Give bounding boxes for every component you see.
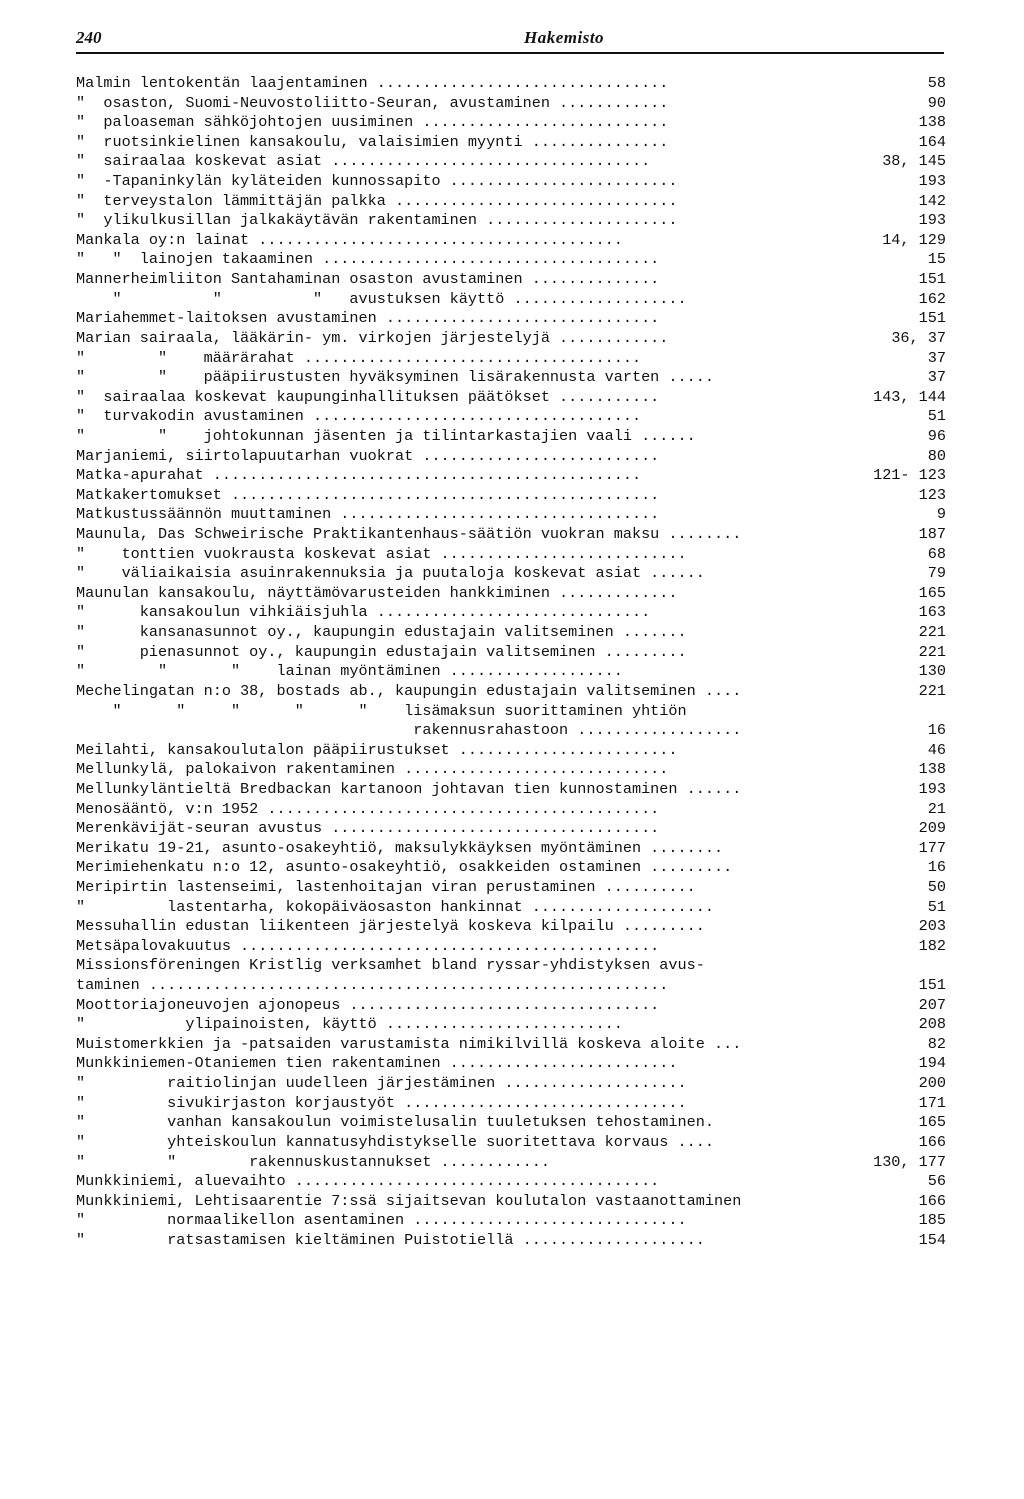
- entry-page-ref: 209: [918, 819, 946, 838]
- entry-text: " sairaalaa koskevat kaupunginhallituksen päätökset ...........: [76, 387, 660, 406]
- entry-page-ref: 96: [927, 426, 946, 445]
- index-entry: [76, 819, 952, 839]
- running-title: Hakemisto: [524, 28, 605, 47]
- entry-text: Mellunkyläntieltä Bredbackan kartanoon johtavan tien kunnostaminen ......: [76, 779, 742, 798]
- entry-page-ref: 123: [918, 485, 946, 504]
- index-entry: [76, 270, 952, 290]
- entry-text: " ratsastamisen kieltäminen Puistotiellä ....................: [76, 1230, 705, 1249]
- entry-text: Mellunkylä, palokaivon rakentaminen .............................: [76, 760, 669, 779]
- entry-text: Meilahti, kansakoulutalon pääpiirustukset ........................: [76, 740, 678, 759]
- entry-text: " kansakoulun vihkiäisjuhla ..............................: [76, 603, 651, 622]
- entry-text: Merenkävijät-seuran avustus ....................................: [76, 819, 660, 838]
- index-entry: [76, 1054, 952, 1074]
- index-entry: [76, 721, 952, 741]
- entry-page-ref: 193: [918, 779, 946, 798]
- index-entry: [76, 133, 952, 153]
- entry-text: Munkkiniemi, aluevaihto ........................................: [76, 1172, 660, 1191]
- entry-text: " " lainojen takaaminen .....................................: [76, 250, 660, 269]
- index-entry: [76, 486, 952, 506]
- entry-page-ref: 162: [918, 289, 946, 308]
- entry-page-ref: 166: [918, 1132, 946, 1151]
- entry-text: Muistomerkkien ja -patsaiden varustamista nimikilvillä koskeva aloite ...: [76, 1034, 742, 1053]
- entry-page-ref: 165: [918, 1113, 946, 1132]
- index-entry: [76, 1133, 952, 1153]
- entry-page-ref: 37: [927, 368, 946, 387]
- entry-text: Merikatu 19-21, asunto-osakeyhtiö, maksulykkäyksen myöntäminen ........: [76, 838, 724, 857]
- entry-page-ref: 151: [918, 309, 946, 328]
- entry-text: " -Tapaninkylän kyläteiden kunnossapito .........................: [76, 172, 678, 191]
- index-entry: [76, 956, 952, 976]
- entry-page-ref: 51: [927, 407, 946, 426]
- entry-page-ref: 90: [927, 93, 946, 112]
- index-entry: [76, 427, 952, 447]
- entry-page-ref: 151: [918, 976, 946, 995]
- entry-text: Meripirtin lastenseimi, lastenhoitajan viran perustaminen ..........: [76, 877, 696, 896]
- entry-page-ref: 21: [927, 799, 946, 818]
- entry-text: " osaston, Suomi-Neuvostoliitto-Seuran, avustaminen ............: [76, 93, 669, 112]
- entry-text: Munkkiniemen-Otaniemen tien rakentaminen .........................: [76, 1054, 678, 1073]
- entry-page-ref: 221: [918, 623, 946, 642]
- entry-page-ref: 36, 37: [891, 328, 946, 347]
- entry-text: " " rakennuskustannukset ............: [76, 1152, 550, 1171]
- index-entry: [76, 113, 952, 133]
- index-entry: [76, 760, 952, 780]
- page-number: 240: [76, 28, 102, 47]
- index-entry: [76, 1192, 952, 1212]
- entry-text: taminen .........................................................: [76, 976, 669, 995]
- index-entry: [76, 878, 952, 898]
- index-entry: [76, 682, 952, 702]
- entry-text: rakennusrahastoon ..................: [76, 721, 742, 740]
- entry-text: Merimiehenkatu n:o 12, asunto-osakeyhtiö, osakkeiden ostaminen .........: [76, 858, 733, 877]
- entry-text: Missionsföreningen Kristlig verksamhet bland ryssar-yhdistyksen avus-: [76, 956, 705, 975]
- index-entry: [76, 1015, 952, 1035]
- entry-page-ref: 207: [918, 995, 946, 1014]
- entry-text: " pienasunnot oy., kaupungin edustajain valitseminen .........: [76, 642, 687, 661]
- entry-page-ref: 142: [918, 191, 946, 210]
- index-entry: [76, 466, 952, 486]
- entry-page-ref: 138: [918, 113, 946, 132]
- index-entry: [76, 505, 952, 525]
- entry-page-ref: 38, 145: [882, 152, 946, 171]
- entry-page-ref: 130: [918, 662, 946, 681]
- entry-page-ref: 51: [927, 897, 946, 916]
- entry-page-ref: 68: [927, 544, 946, 563]
- entry-text: Matkakertomukset ...............................................: [76, 485, 660, 504]
- entry-page-ref: 121- 123: [873, 466, 946, 485]
- entry-text: " lastentarha, kokopäiväosaston hankinnat ....................: [76, 897, 714, 916]
- entry-text: " ylipainoisten, käyttö ..........................: [76, 1015, 623, 1034]
- page-header: [76, 26, 944, 54]
- index-entry: [76, 74, 952, 94]
- index-entry: [76, 898, 952, 918]
- entry-text: " sivukirjaston korjaustyöt ...............................: [76, 1093, 687, 1112]
- entry-page-ref: 193: [918, 211, 946, 230]
- index-entry: [76, 1035, 952, 1055]
- index-entry: [76, 407, 952, 427]
- index-entry: [76, 937, 952, 957]
- index-entry: [76, 447, 952, 467]
- entry-page-ref: 154: [918, 1230, 946, 1249]
- index-entry: [76, 564, 952, 584]
- entry-text: Metsäpalovakuutus ..............................................: [76, 936, 660, 955]
- index-entry: [76, 1074, 952, 1094]
- index-entry: [76, 1172, 952, 1192]
- entry-text: Mechelingatan n:o 38, bostads ab., kaupungin edustajain valitseminen ....: [76, 681, 742, 700]
- entry-page-ref: 82: [927, 1034, 946, 1053]
- entry-text: " " " lainan myöntäminen ...................: [76, 662, 623, 681]
- entry-page-ref: 221: [918, 642, 946, 661]
- entry-text: Mankala oy:n lainat ........................................: [76, 230, 623, 249]
- index-entry: [76, 211, 952, 231]
- index-entries: [76, 74, 952, 1251]
- entry-text: " paloaseman sähköjohtojen uusiminen ...........................: [76, 113, 669, 132]
- index-entry: [76, 388, 952, 408]
- index-entry: [76, 662, 952, 682]
- index-entry: [76, 643, 952, 663]
- entry-text: Mannerheimliiton Santahaminan osaston avustaminen ..............: [76, 270, 660, 289]
- entry-text: Matkustussäännön muuttaminen ...................................: [76, 505, 660, 524]
- entry-text: " terveystalon lämmittäjän palkka ...............................: [76, 191, 678, 210]
- index-entry: [76, 1094, 952, 1114]
- index-entry: [76, 996, 952, 1016]
- index-entry: [76, 839, 952, 859]
- entry-text: " vanhan kansakoulun voimistelusalin tuuletuksen tehostaminen.: [76, 1113, 714, 1132]
- index-entry: [76, 800, 952, 820]
- index-entry: [76, 231, 952, 251]
- entry-page-ref: 187: [918, 525, 946, 544]
- entry-page-ref: 37: [927, 348, 946, 367]
- entry-page-ref: 203: [918, 917, 946, 936]
- entry-text: Messuhallin edustan liikenteen järjestelyä koskeva kilpailu .........: [76, 917, 705, 936]
- index-entry: [76, 329, 952, 349]
- index-entry: [76, 192, 952, 212]
- entry-page-ref: 193: [918, 172, 946, 191]
- entry-text: " " pääpiirustusten hyväksyminen lisärakennusta varten .....: [76, 368, 714, 387]
- entry-page-ref: 15: [927, 250, 946, 269]
- index-entry: [76, 250, 952, 270]
- entry-text: " turvakodin avustaminen ....................................: [76, 407, 642, 426]
- entry-page-ref: 208: [918, 1015, 946, 1034]
- entry-page-ref: 16: [927, 721, 946, 740]
- entry-page-ref: 165: [918, 583, 946, 602]
- entry-text: " normaalikellon asentaminen ..............................: [76, 1211, 687, 1230]
- entry-text: " " määrärahat .....................................: [76, 348, 642, 367]
- index-entry: [76, 525, 952, 545]
- entry-page-ref: 221: [918, 681, 946, 700]
- entry-text: Mariahemmet-laitoksen avustaminen ..............................: [76, 309, 660, 328]
- entry-text: Marian sairaala, lääkärin- ym. virkojen järjestelyjä ............: [76, 328, 669, 347]
- entry-page-ref: 171: [918, 1093, 946, 1112]
- index-entry: [76, 1231, 952, 1251]
- entry-text: Matka-apurahat ...............................................: [76, 466, 642, 485]
- entry-text: Malmin lentokentän laajentaminen ................................: [76, 74, 669, 92]
- entry-text: " yhteiskoulun kannatusyhdistykselle suoritettava korvaus ....: [76, 1132, 714, 1151]
- index-entry: [76, 172, 952, 192]
- entry-text: " kansanasunnot oy., kaupungin edustajain valitseminen .......: [76, 623, 687, 642]
- entry-text: " ruotsinkielinen kansakoulu, valaisimien myynti ...............: [76, 132, 669, 151]
- entry-page-ref: 200: [918, 1074, 946, 1093]
- entry-text: Maunulan kansakoulu, näyttämövarusteiden hankkiminen .............: [76, 583, 678, 602]
- entry-page-ref: 177: [918, 838, 946, 857]
- entry-page-ref: 164: [918, 132, 946, 151]
- entry-text: " tonttien vuokrausta koskevat asiat ...........................: [76, 544, 687, 563]
- entry-page-ref: 14, 129: [882, 230, 946, 249]
- entry-text: " sairaalaa koskevat asiat ...................................: [76, 152, 651, 171]
- entry-page-ref: 166: [918, 1191, 946, 1210]
- entry-text: Maunula, Das Schweirische Praktikantenhaus-säätiön vuokran maksu ........: [76, 525, 742, 544]
- index-entry: [76, 309, 952, 329]
- index-entry: [76, 976, 952, 996]
- entry-page-ref: 182: [918, 936, 946, 955]
- entry-page-ref: 143, 144: [873, 387, 946, 406]
- index-entry: [76, 1211, 952, 1231]
- index-entry: [76, 1153, 952, 1173]
- entry-text: " väliaikaisia asuinrakennuksia ja puutaloja koskevat asiat ......: [76, 564, 705, 583]
- entry-page-ref: 79: [927, 564, 946, 583]
- entry-text: Munkkiniemi, Lehtisaarentie 7:ssä sijaitsevan koulutalon vastaanottaminen: [76, 1191, 742, 1210]
- entry-text: Marjaniemi, siirtolapuutarhan vuokrat ..........................: [76, 446, 660, 465]
- entry-text: " " " " " lisämaksun suorittaminen yhtiön: [76, 701, 687, 720]
- index-entry: [76, 603, 952, 623]
- entry-text: " " " avustuksen käyttö ...................: [76, 289, 687, 308]
- entry-page-ref: 16: [927, 858, 946, 877]
- index-entry: [76, 741, 952, 761]
- index-entry: [76, 349, 952, 369]
- entry-page-ref: 194: [918, 1054, 946, 1073]
- entry-page-ref: 163: [918, 603, 946, 622]
- index-entry: [76, 545, 952, 565]
- index-entry: [76, 702, 952, 722]
- index-entry: [76, 290, 952, 310]
- index-entry: [76, 917, 952, 937]
- entry-page-ref: 46: [927, 740, 946, 759]
- entry-text: Menosääntö, v:n 1952 ...........................................: [76, 799, 660, 818]
- entry-page-ref: 151: [918, 270, 946, 289]
- entry-page-ref: 50: [927, 877, 946, 896]
- entry-text: " raitiolinjan uudelleen järjestäminen ....................: [76, 1074, 687, 1093]
- index-entry: [76, 584, 952, 604]
- entry-text: Moottoriajoneuvojen ajonopeus ..................................: [76, 995, 660, 1014]
- index-entry: [76, 858, 952, 878]
- index-entry: [76, 1113, 952, 1133]
- entry-page-ref: 58: [927, 74, 946, 92]
- entry-page-ref: 130, 177: [873, 1152, 946, 1171]
- index-entry: [76, 94, 952, 114]
- index-entry: [76, 152, 952, 172]
- entry-page-ref: 9: [936, 505, 946, 524]
- entry-text: " ylikulkusillan jalkakäytävän rakentaminen .....................: [76, 211, 678, 230]
- entry-page-ref: 138: [918, 760, 946, 779]
- entry-page-ref: 185: [918, 1211, 946, 1230]
- entry-page-ref: 56: [927, 1172, 946, 1191]
- index-entry: [76, 623, 952, 643]
- entry-page-ref: 80: [927, 446, 946, 465]
- index-entry: [76, 368, 952, 388]
- index-entry: [76, 780, 952, 800]
- entry-text: " " johtokunnan jäsenten ja tilintarkastajien vaali ......: [76, 426, 696, 445]
